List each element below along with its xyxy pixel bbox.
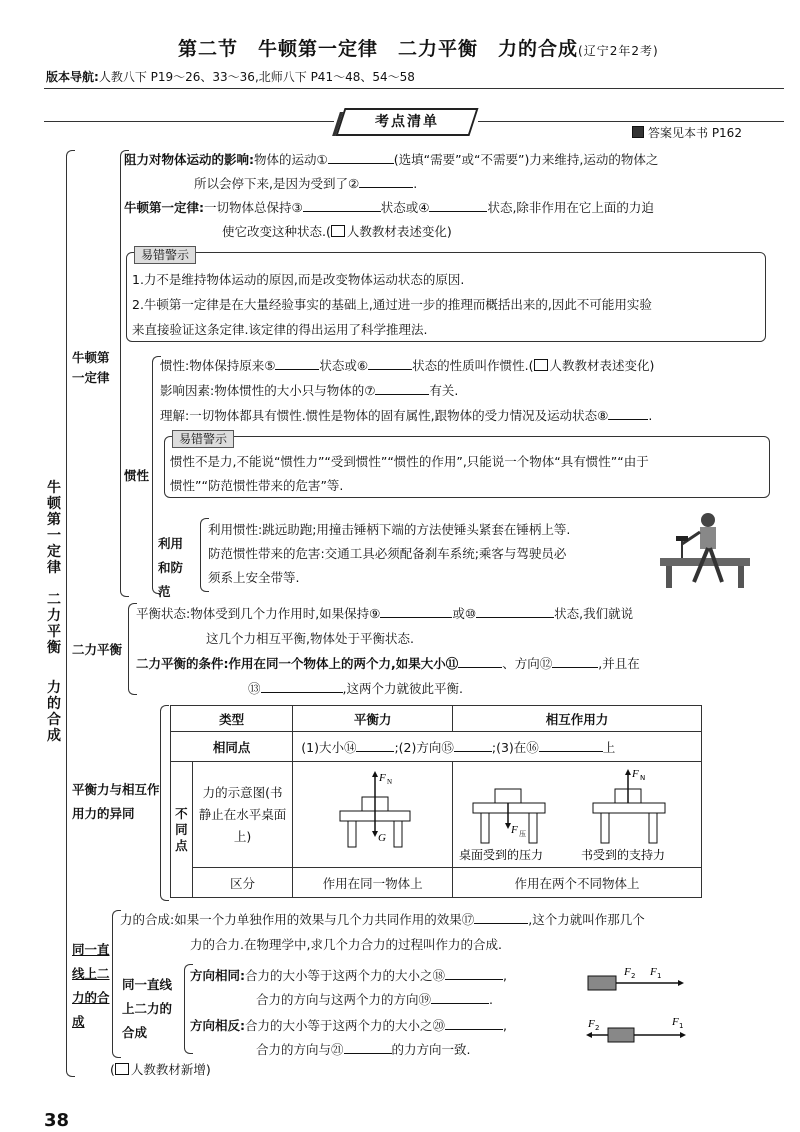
- blank-13[interactable]: [261, 692, 343, 693]
- fn-label: F: [378, 772, 386, 784]
- inertia-warning-2: 惯性”“防范惯性带来的危害”等.: [170, 478, 344, 493]
- header-type: 类型: [171, 706, 293, 732]
- blank-3[interactable]: [303, 211, 381, 212]
- composition-label: 同一直线上二力的合成: [72, 942, 110, 1029]
- hammer-illustration: [650, 510, 760, 590]
- blank-8[interactable]: [608, 419, 648, 420]
- blank-14[interactable]: [356, 751, 394, 752]
- book-icon: [534, 359, 548, 371]
- sidebar-topic-2: 二力平衡: [47, 592, 61, 656]
- use-line3: 须系上安全带等.: [208, 570, 300, 585]
- composition-bracket: [112, 910, 121, 1058]
- blank-10[interactable]: [476, 617, 554, 618]
- sidebar-topic-1: 牛顿第一定律: [47, 480, 61, 576]
- law-line1: 牛顿第一定律:一切物体总保持③ 状态或④ 状态,除非作用在它上面的力迫: [124, 200, 654, 215]
- same-direction-diagram: [584, 962, 694, 996]
- fpress-sub: 压: [518, 830, 526, 838]
- blank-16[interactable]: [539, 751, 603, 752]
- blank-11[interactable]: [458, 667, 502, 668]
- blank-15[interactable]: [454, 751, 492, 752]
- version-nav: [46, 68, 415, 85]
- row-same-label: 相同点: [171, 732, 293, 762]
- opp-f2-sub: 2: [595, 1024, 600, 1032]
- composition-def-line2: 力的合力.在物理学中,求几个力合力的过程叫作力的合成.: [190, 937, 502, 952]
- fn-sub: N: [386, 778, 392, 786]
- inertia-warning-1: 惯性不是力,不能说“惯性力”“受到惯性”“惯性的作用”,只能说一个物体“具有惯性”“由于: [170, 454, 649, 469]
- same-f1: F: [650, 966, 657, 978]
- inertia-label: 惯性: [124, 468, 150, 483]
- blank-20[interactable]: [445, 1029, 503, 1030]
- section-badge: 考点清单: [335, 108, 478, 136]
- newton-warning-3: 来直接验证这条定律.该定律的得出运用了科学推理法.: [132, 322, 428, 337]
- resistance-line2: 所以会停下来,是因为受到了② .: [194, 176, 418, 191]
- composition-new-note: ( 人教教材新增): [110, 1062, 211, 1077]
- blank-7[interactable]: [375, 394, 429, 395]
- answer-reference: 答案见本书 P162: [632, 124, 742, 141]
- blank-4[interactable]: [429, 211, 487, 212]
- nav-label: 版本导航:: [46, 70, 99, 84]
- row-same-content: (1)大小⑭ ;(2)方向⑮ ;(3)在⑯ 上: [293, 732, 702, 762]
- blank-21[interactable]: [344, 1053, 392, 1054]
- blank-19[interactable]: [431, 1003, 489, 1004]
- opp-f1: F: [672, 1016, 679, 1028]
- row-distinguish-label: 区分: [192, 868, 292, 898]
- blank-9[interactable]: [380, 617, 452, 618]
- same-f2-sub: 2: [631, 972, 636, 980]
- newton-bracket: [120, 150, 129, 597]
- blank-5[interactable]: [275, 369, 319, 370]
- opp-f2: F: [588, 1018, 595, 1030]
- caption-press: 桌面受到的压力: [458, 848, 543, 862]
- balance-condition-line1: 二力平衡的条件:作用在同一个物体上的两个力,如果大小⑪ 、方向⑫ ,并且在: [136, 656, 640, 671]
- nav-text: 人教八下 P19～26、33～36,北师八下 P41～48、54～58: [98, 70, 415, 84]
- mutual-force-diagram: [453, 763, 701, 863]
- composition-def-line1: 力的合成:如果一个力单独作用的效果与几个力共同作用的效果⑰ ,这个力就叫作那几个: [120, 912, 645, 927]
- answer-icon: [632, 126, 644, 138]
- law-line2: 使它改变这种状态.( 人教教材表述变化): [222, 224, 452, 239]
- blank-1[interactable]: [328, 163, 394, 164]
- header-mutual: 相互作用力: [452, 706, 701, 732]
- balance-state-line2: 这几个力相互平衡,物体处于平衡状态.: [206, 631, 414, 646]
- caption-support: 书受到的支持力: [580, 848, 665, 862]
- opposite-direction-line1: 方向相反:合力的大小等于这两个力的大小之⑳ ,: [190, 1018, 507, 1033]
- newton-warning-2: 2.牛顿第一定律是在大量经验事实的基础上,通过进一步的推理而概括出来的,因此不可能用实验: [132, 297, 652, 312]
- same-direction-line1: 方向相同:合力的大小等于这两个力的大小之⑱ ,: [190, 968, 507, 983]
- blank-18[interactable]: [445, 979, 503, 980]
- diff-label: 不同点: [171, 762, 193, 898]
- newton-warning-1: 1.力不是维持物体运动的原因,而是改变物体运动状态的原因.: [132, 272, 465, 287]
- page-title: 第二节 牛顿第一定律 二力平衡 力的合成(辽宁2年2考): [178, 38, 659, 60]
- newton-warning-tag: 易错警示: [134, 246, 196, 264]
- diagram-label: 力的示意图(书静止在水平桌面上): [192, 762, 292, 868]
- compare-label: 平衡力与相互作用力的异同: [72, 782, 160, 821]
- blank-6[interactable]: [368, 369, 412, 370]
- inertia-warning-tag: 易错警示: [172, 430, 234, 448]
- sidebar-topic-3: 力的合成: [47, 680, 61, 744]
- composition-sub-label: 同一直线上二力的合成: [122, 977, 173, 1040]
- distinguish-balance: 作用在同一物体上: [293, 868, 453, 898]
- blank-12[interactable]: [552, 667, 598, 668]
- fn2-sub: N: [639, 774, 646, 782]
- opposite-direction-line2: 合力的方向与㉑ 的力方向一致.: [256, 1042, 471, 1057]
- blank-2[interactable]: [359, 187, 413, 188]
- book-icon: [331, 225, 345, 237]
- balance-force-diagram: [298, 763, 448, 863]
- page-number: 38: [44, 1110, 70, 1131]
- header-divider: [44, 88, 784, 89]
- same-f2: F: [624, 966, 631, 978]
- balance-diagram-cell: [293, 762, 453, 868]
- inertia-understanding: 理解:一切物体都具有惯性.惯性是物体的固有属性,跟物体的受力情况及运动状态⑧ .: [160, 408, 653, 423]
- inertia-definition: 惯性:物体保持原来⑤ 状态或⑥ 状态的性质叫作惯性.( 人教教材表述变化): [160, 358, 655, 373]
- comparison-table: [170, 705, 702, 898]
- badge-line-left: [44, 121, 334, 122]
- use-line1: 利用惯性:跳远助跑;用撞击锤柄下端的方法使锤头紧套在锤柄上等.: [208, 522, 571, 537]
- balance-state-line1: 平衡状态:物体受到几个力作用时,如果保持⑨ 或⑩ 状态,我们就说: [136, 606, 634, 621]
- opposite-direction-diagram: [584, 1014, 694, 1048]
- use-prevent-label: 利用和防范: [158, 536, 184, 599]
- inertia-factor: 影响因素:物体惯性的大小只与物体的⑦ 有关.: [160, 383, 459, 398]
- use-line2: 防范惯性带来的危害:交通工具必须配备刹车系统;乘客与驾驶员必: [208, 546, 567, 561]
- fpress-label: F: [510, 824, 518, 836]
- header-balance: 平衡力: [293, 706, 453, 732]
- title-note: (辽宁2年2考): [578, 44, 659, 58]
- badge-line-right: [478, 121, 784, 122]
- balance-condition-line2: ⑬ ,这两个力就彼此平衡.: [248, 681, 463, 696]
- newton-label: 牛顿第一定律: [72, 350, 110, 385]
- mutual-diagram-cell: [452, 762, 701, 868]
- same-direction-line2: 合力的方向与这两个力的方向⑲ .: [256, 992, 493, 1007]
- distinguish-mutual: 作用在两个不同物体上: [452, 868, 701, 898]
- book-icon: [115, 1063, 129, 1075]
- same-f1-sub: 1: [657, 972, 662, 980]
- fn2-label: F: [631, 768, 639, 780]
- resistance-line1: 阻力对物体运动的影响:物体的运动① (选填“需要”或“不需要”)力来维持,运动的物体之: [124, 152, 659, 167]
- g-label: G: [377, 832, 386, 844]
- opp-f1-sub: 1: [679, 1022, 684, 1030]
- blank-17[interactable]: [474, 923, 528, 924]
- balance-label: 二力平衡: [72, 642, 123, 657]
